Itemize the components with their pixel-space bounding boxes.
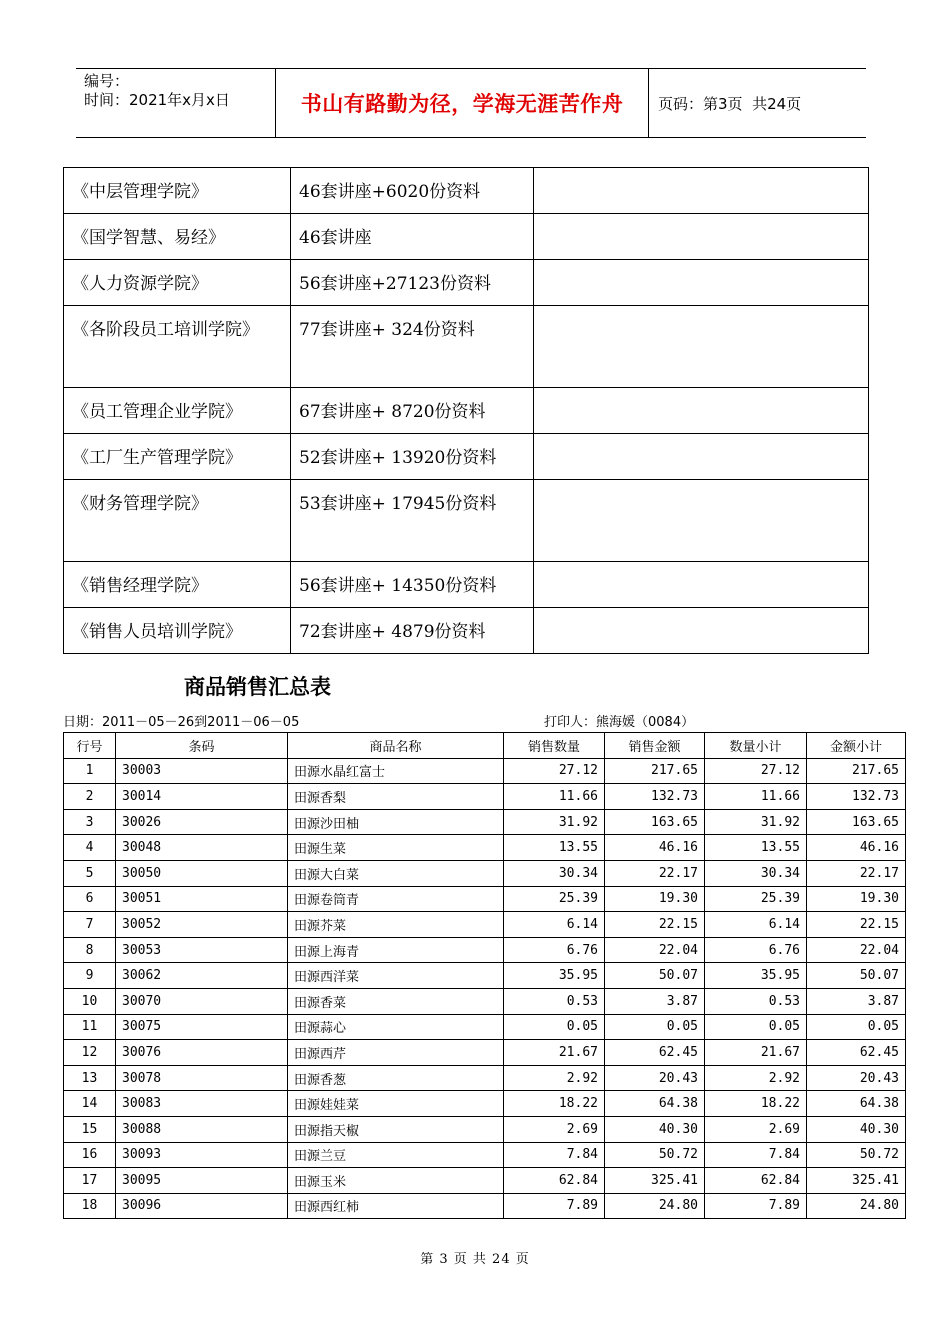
course-note (534, 480, 869, 562)
table-row (64, 988, 906, 1014)
sales-cell: 22.15 (807, 912, 906, 938)
sales-header-row (64, 733, 906, 759)
sales-cell: 217.65 (807, 758, 906, 784)
sales-column-header: 销售金额 (605, 733, 705, 759)
course-content: 52套讲座+ 13920份资料 (291, 434, 534, 480)
table-row (64, 1168, 906, 1194)
sales-column-header: 销售数量 (504, 733, 605, 759)
sales-cell: 5 (64, 860, 116, 886)
table-row (64, 860, 906, 886)
course-note (534, 260, 869, 306)
sales-cell: 田源沙田柚 (288, 809, 504, 835)
sales-cell: 25.39 (705, 886, 807, 912)
course-note (534, 168, 869, 214)
course-name: 《销售人员培训学院》 (64, 608, 291, 654)
course-row (64, 168, 869, 214)
table-row (64, 1040, 906, 1066)
sales-cell: 田源玉米 (288, 1168, 504, 1194)
sales-cell: 163.65 (605, 809, 705, 835)
sales-cell: 田源上海青 (288, 937, 504, 963)
sales-cell: 11.66 (705, 784, 807, 810)
course-content: 56套讲座+ 14350份资料 (291, 562, 534, 608)
sales-cell: 40.30 (605, 1116, 705, 1142)
sales-cell: 11.66 (504, 784, 605, 810)
page-label: 页码：第3页 共24页 (658, 94, 802, 113)
sales-cell: 0.05 (605, 1014, 705, 1040)
course-name: 《工厂生产管理学院》 (64, 434, 291, 480)
page-header (76, 68, 866, 138)
number-label: 编号： (84, 72, 130, 90)
sales-cell: 13 (64, 1065, 116, 1091)
time-label: 时间：2021年x月x日 (84, 91, 230, 109)
course-row (64, 608, 869, 654)
course-row (64, 388, 869, 434)
header-page-info (649, 69, 866, 137)
course-note (534, 562, 869, 608)
sales-cell: 田源生菜 (288, 835, 504, 861)
sales-cell: 64.38 (605, 1091, 705, 1117)
sales-cell: 田源西红柿 (288, 1193, 504, 1219)
sales-cell: 17 (64, 1168, 116, 1194)
sales-cell: 30014 (116, 784, 288, 810)
sales-cell: 30095 (116, 1168, 288, 1194)
sales-cell: 46.16 (807, 835, 906, 861)
sales-cell: 35.95 (504, 963, 605, 989)
sales-cell: 30.34 (705, 860, 807, 886)
sales-cell: 3.87 (605, 988, 705, 1014)
sales-cell: 30076 (116, 1040, 288, 1066)
sales-cell: 30048 (116, 835, 288, 861)
sales-cell: 6 (64, 886, 116, 912)
sales-cell: 30026 (116, 809, 288, 835)
table-row (64, 912, 906, 938)
header-meta (76, 69, 276, 137)
course-note (534, 388, 869, 434)
table-row (64, 1014, 906, 1040)
course-row (64, 214, 869, 260)
sales-cell: 30062 (116, 963, 288, 989)
course-content: 67套讲座+ 8720份资料 (291, 388, 534, 434)
course-row (64, 480, 869, 562)
course-content: 46套讲座 (291, 214, 534, 260)
sales-cell: 46.16 (605, 835, 705, 861)
sales-cell: 22.04 (807, 937, 906, 963)
sales-cell: 18 (64, 1193, 116, 1219)
sales-cell: 20.43 (807, 1065, 906, 1091)
sales-cell: 24.80 (807, 1193, 906, 1219)
sales-printer: 打印人：熊海媛（0084） (544, 715, 695, 730)
sales-cell: 3 (64, 809, 116, 835)
sales-cell: 13.55 (504, 835, 605, 861)
sales-cell: 田源香梨 (288, 784, 504, 810)
sales-cell: 27.12 (705, 758, 807, 784)
sales-column-header: 商品名称 (288, 733, 504, 759)
sales-cell: 30.34 (504, 860, 605, 886)
sales-cell: 16 (64, 1142, 116, 1168)
sales-cell: 0.53 (705, 988, 807, 1014)
sales-cell: 30078 (116, 1065, 288, 1091)
sales-cell: 0.05 (807, 1014, 906, 1040)
sales-cell: 31.92 (705, 809, 807, 835)
sales-cell: 30096 (116, 1193, 288, 1219)
course-name: 《销售经理学院》 (64, 562, 291, 608)
course-content: 56套讲座+27123份资料 (291, 260, 534, 306)
sales-cell: 田源卷筒青 (288, 886, 504, 912)
sales-cell: 132.73 (807, 784, 906, 810)
table-row (64, 809, 906, 835)
sales-cell: 2 (64, 784, 116, 810)
sales-cell: 6.76 (705, 937, 807, 963)
course-content: 72套讲座+ 4879份资料 (291, 608, 534, 654)
sales-cell: 19.30 (605, 886, 705, 912)
sales-cell: 2.69 (504, 1116, 605, 1142)
course-name: 《中层管理学院》 (64, 168, 291, 214)
course-name: 《财务管理学院》 (64, 480, 291, 562)
sales-cell: 田源西洋菜 (288, 963, 504, 989)
table-row (64, 937, 906, 963)
sales-cell: 1 (64, 758, 116, 784)
sales-cell: 30050 (116, 860, 288, 886)
sales-cell: 30088 (116, 1116, 288, 1142)
sales-column-header: 金额小计 (807, 733, 906, 759)
sales-cell: 21.67 (705, 1040, 807, 1066)
sales-cell: 325.41 (605, 1168, 705, 1194)
sales-cell: 田源娃娃菜 (288, 1091, 504, 1117)
sales-cell: 18.22 (504, 1091, 605, 1117)
course-name: 《员工管理企业学院》 (64, 388, 291, 434)
sales-cell: 7.89 (705, 1193, 807, 1219)
sales-cell: 0.05 (504, 1014, 605, 1040)
sales-cell: 2.69 (705, 1116, 807, 1142)
sales-cell: 田源指天椒 (288, 1116, 504, 1142)
sales-cell: 田源兰豆 (288, 1142, 504, 1168)
sales-cell: 31.92 (504, 809, 605, 835)
course-content: 53套讲座+ 17945份资料 (291, 480, 534, 562)
course-table (63, 167, 869, 654)
sales-cell: 22.17 (807, 860, 906, 886)
sales-cell: 24.80 (605, 1193, 705, 1219)
sales-cell: 18.22 (705, 1091, 807, 1117)
sales-cell: 50.72 (807, 1142, 906, 1168)
sales-cell: 35.95 (705, 963, 807, 989)
sales-cell: 2.92 (504, 1065, 605, 1091)
course-name: 《人力资源学院》 (64, 260, 291, 306)
table-row (64, 784, 906, 810)
sales-cell: 8 (64, 937, 116, 963)
sales-cell: 30075 (116, 1014, 288, 1040)
sales-cell: 6.76 (504, 937, 605, 963)
sales-cell: 30053 (116, 937, 288, 963)
sales-cell: 27.12 (504, 758, 605, 784)
sales-cell: 40.30 (807, 1116, 906, 1142)
table-row (64, 1065, 906, 1091)
sales-cell: 14 (64, 1091, 116, 1117)
table-row (64, 1091, 906, 1117)
sales-cell: 田源芥菜 (288, 912, 504, 938)
sales-cell: 13.55 (705, 835, 807, 861)
course-content: 77套讲座+ 324份资料 (291, 306, 534, 388)
sales-cell: 30051 (116, 886, 288, 912)
sales-cell: 6.14 (705, 912, 807, 938)
sales-cell: 30070 (116, 988, 288, 1014)
sales-cell: 7.84 (705, 1142, 807, 1168)
course-row (64, 306, 869, 388)
sales-column-header: 条码 (116, 733, 288, 759)
sales-cell: 田源香菜 (288, 988, 504, 1014)
sales-cell: 7.89 (504, 1193, 605, 1219)
sales-table-title: 商品销售汇总表 (184, 675, 331, 699)
sales-cell: 50.07 (807, 963, 906, 989)
sales-column-header: 数量小计 (705, 733, 807, 759)
sales-cell: 9 (64, 963, 116, 989)
sales-cell: 0.05 (705, 1014, 807, 1040)
sales-cell: 62.45 (807, 1040, 906, 1066)
sales-cell: 10 (64, 988, 116, 1014)
table-row (64, 1193, 906, 1219)
sales-cell: 62.84 (705, 1168, 807, 1194)
course-note (534, 434, 869, 480)
sales-cell: 132.73 (605, 784, 705, 810)
sales-summary-table (63, 732, 906, 1219)
sales-cell: 62.45 (605, 1040, 705, 1066)
sales-cell: 田源蒜心 (288, 1014, 504, 1040)
sales-cell: 4 (64, 835, 116, 861)
sales-cell: 30052 (116, 912, 288, 938)
sales-cell: 2.92 (705, 1065, 807, 1091)
sales-cell: 30003 (116, 758, 288, 784)
sales-column-header: 行号 (64, 733, 116, 759)
sales-cell: 19.30 (807, 886, 906, 912)
course-row (64, 260, 869, 306)
header-motto: 书山有路勤为径，学海无涯苦作舟 (276, 69, 649, 137)
sales-cell: 6.14 (504, 912, 605, 938)
sales-cell: 30093 (116, 1142, 288, 1168)
sales-cell: 20.43 (605, 1065, 705, 1091)
sales-cell: 22.04 (605, 937, 705, 963)
sales-cell: 30083 (116, 1091, 288, 1117)
course-row (64, 434, 869, 480)
course-content: 46套讲座+6020份资料 (291, 168, 534, 214)
sales-cell: 62.84 (504, 1168, 605, 1194)
sales-cell: 田源大白菜 (288, 860, 504, 886)
sales-cell: 50.72 (605, 1142, 705, 1168)
sales-cell: 25.39 (504, 886, 605, 912)
table-row (64, 1116, 906, 1142)
sales-cell: 325.41 (807, 1168, 906, 1194)
sales-cell: 3.87 (807, 988, 906, 1014)
sales-cell: 22.15 (605, 912, 705, 938)
sales-cell: 64.38 (807, 1091, 906, 1117)
course-row (64, 562, 869, 608)
sales-cell: 50.07 (605, 963, 705, 989)
course-name: 《国学智慧、易经》 (64, 214, 291, 260)
sales-cell: 21.67 (504, 1040, 605, 1066)
sales-cell: 0.53 (504, 988, 605, 1014)
table-row (64, 963, 906, 989)
sales-cell: 田源西芹 (288, 1040, 504, 1066)
sales-cell: 田源香葱 (288, 1065, 504, 1091)
course-note (534, 608, 869, 654)
sales-date-range: 日期：2011－05－26到2011－06－05 (63, 715, 300, 730)
sales-cell: 11 (64, 1014, 116, 1040)
course-name: 《各阶段员工培训学院》 (64, 306, 291, 388)
table-row (64, 886, 906, 912)
sales-cell: 7 (64, 912, 116, 938)
table-row (64, 835, 906, 861)
sales-cell: 217.65 (605, 758, 705, 784)
sales-cell: 163.65 (807, 809, 906, 835)
sales-cell: 田源水晶红富士 (288, 758, 504, 784)
sales-cell: 12 (64, 1040, 116, 1066)
page-footer: 第 3 页 共 24 页 (420, 1252, 530, 1267)
sales-cell: 22.17 (605, 860, 705, 886)
sales-cell: 7.84 (504, 1142, 605, 1168)
table-row (64, 758, 906, 784)
sales-cell: 15 (64, 1116, 116, 1142)
course-note (534, 214, 869, 260)
course-note (534, 306, 869, 388)
table-row (64, 1142, 906, 1168)
